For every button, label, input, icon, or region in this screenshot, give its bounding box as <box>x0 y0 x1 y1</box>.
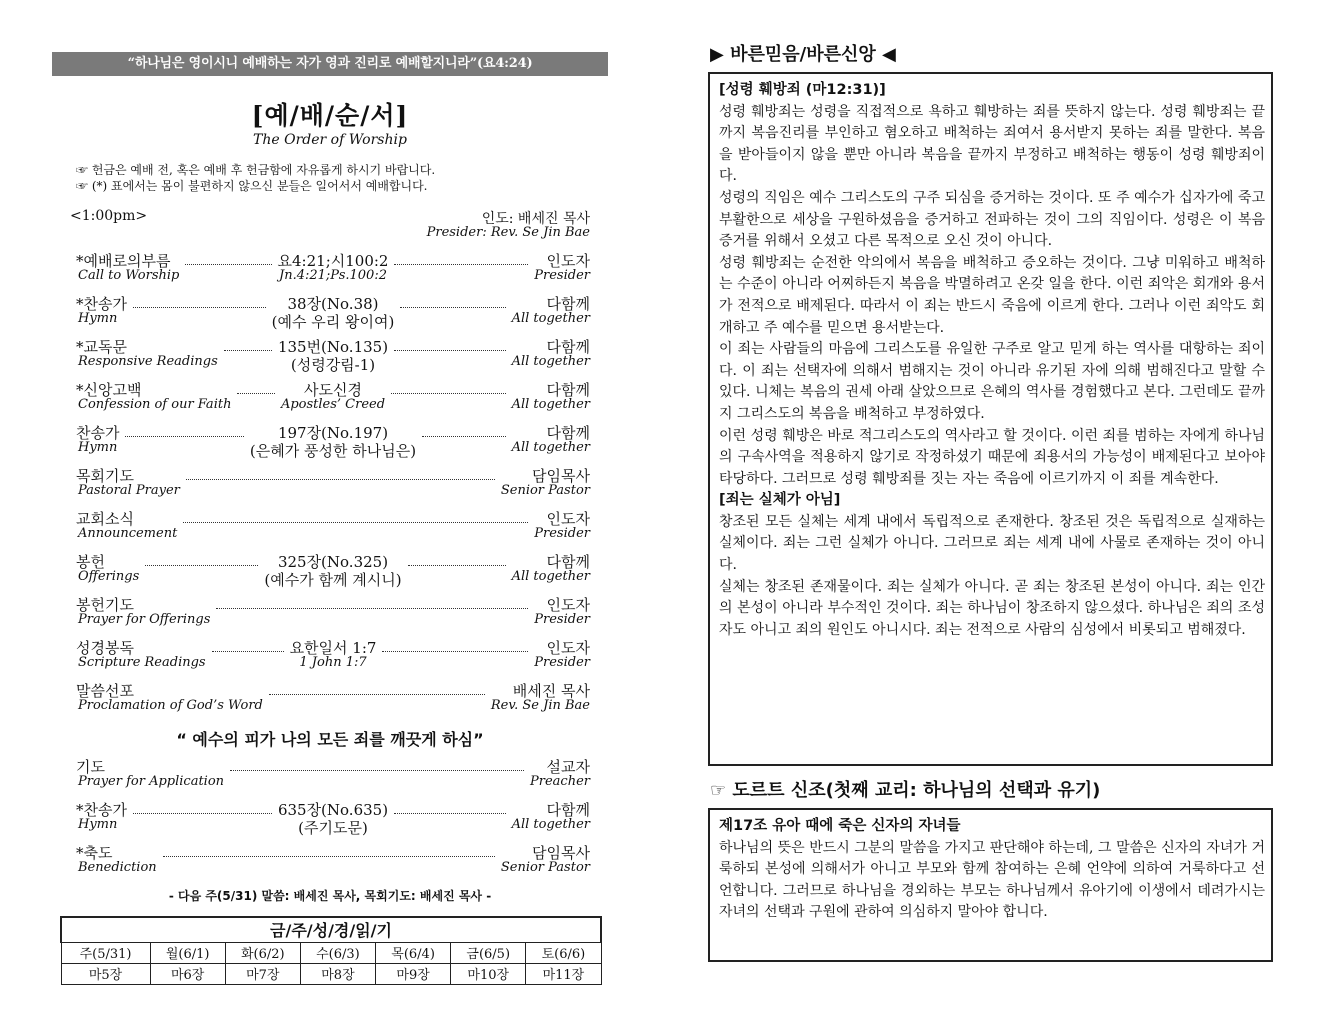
order-item-title: 찬송가 <box>76 424 120 442</box>
reading-chapter: 마7장 <box>225 963 300 984</box>
service-time: <1:00pm> <box>70 208 148 224</box>
leader-dots <box>394 264 528 265</box>
order-item-leader-en: Presider <box>534 612 590 627</box>
order-item-title-en: Pastoral Prayer <box>78 483 180 498</box>
article-paragraph: 실체는 창조된 존재물이다. 죄는 실체가 아니다. 곧 죄는 창조된 본성이 아니다. 죄는 인간의 본성이 아니라 부수적인 것이다. 죄는 하나님이 창조하지 않으셨다. 하나님은 죄의 조성자도 아니고 죄의 원인도 아니시다. 죄는 전적으로 사람의 심성에서 비롯되고 범해졌다. <box>719 578 1265 638</box>
article-paragraph: 성령의 직임은 예수 그리스도의 구주 되심을 증거하는 것이다. 또 주 예수가 십자가에 죽고 부활한으로 세상을 구원하셨음을 증거하고 전파하는 것이 그의 직임이다. 성령은 이 복음 증거를 위해서 오셨고 다른 목적으로 오신 것이 아니다. <box>719 189 1265 250</box>
leader-dots <box>212 651 284 652</box>
leader-dots <box>400 307 505 308</box>
note-offering: ☞ 헌금은 예배 전, 혹은 예배 후 헌금함에 자유롭게 하시기 바랍니다. <box>76 163 436 177</box>
reading-days-row <box>61 942 601 963</box>
order-item-title-en: Confession of our Faith <box>78 397 232 412</box>
order-item-reference-detail: (성령강림-1) <box>290 356 376 374</box>
order-item-title: *축도 <box>76 844 113 862</box>
order-item-leader-en: All together <box>511 817 590 832</box>
order-item-leader: 다함께 <box>546 381 590 399</box>
reading-day: 주(5/31) <box>61 942 150 963</box>
page-title: [예/배/순/서] <box>251 101 409 130</box>
reading-chapter: 마5장 <box>61 963 150 984</box>
order-list-after-sermon <box>76 756 590 885</box>
leader-dots <box>125 436 243 437</box>
faith-article-box <box>708 72 1273 766</box>
dort-article-box <box>708 808 1273 962</box>
leader-dots <box>145 565 258 566</box>
order-item-leader: 인도자 <box>546 596 590 614</box>
order-item-title-en: Hymn <box>78 817 118 832</box>
leader-dots <box>422 436 506 437</box>
order-item-leader: 설교자 <box>546 758 590 776</box>
next-week-notice: - 다음 주(5/31) 말씀: 배세진 목사, 목회기도: 배세진 목사 - <box>168 889 492 903</box>
reading-day: 수(6/3) <box>300 942 375 963</box>
order-item <box>76 465 590 508</box>
order-item-title-en: Prayer for Application <box>78 774 225 789</box>
order-item-reference-detail: (주기도문) <box>298 819 368 837</box>
order-item-leader-en: All together <box>511 311 590 326</box>
order-item-reference: 요한일서 1:7 <box>289 639 377 657</box>
order-item-reference: 635장(No.635) <box>277 801 389 819</box>
order-item-title: *찬송가 <box>76 801 127 819</box>
reading-day: 목(6/4) <box>376 942 451 963</box>
order-item-reference-detail: Jn.4:21;Ps.100:2 <box>279 268 387 283</box>
order-item-leader-en: Presider <box>534 655 590 670</box>
order-item <box>76 551 590 594</box>
order-item-title-en: Hymn <box>78 440 118 455</box>
order-item-title: *예배로의부름 <box>76 252 171 270</box>
leader-dots <box>133 307 266 308</box>
order-item-leader: 다함께 <box>546 801 590 819</box>
leader-dots <box>382 651 528 652</box>
order-item-leader-en: All together <box>511 354 590 369</box>
leader-dots <box>237 393 275 394</box>
order-item-title-en: Call to Worship <box>78 268 180 283</box>
order-item <box>76 594 590 637</box>
reading-table-title: 금/주/성/경/읽/기 <box>61 917 601 942</box>
order-item-title: 기도 <box>76 758 105 776</box>
article-heading-blasphemy: [성령 훼방죄 (마12:31)] <box>719 82 886 98</box>
leader-dots <box>269 694 485 695</box>
order-item-title-en: Announcement <box>78 526 178 541</box>
page-subtitle: The Order of Worship <box>253 132 407 148</box>
section-title-right-faith: ▶ 바른믿음/바른신앙 ◀ <box>710 44 896 65</box>
article-paragraph: 이 죄는 사람들의 마음에 그리스도를 유일한 구주로 알고 믿게 하는 역사를 대항하는 죄이다. 이 죄는 선택자에 의해서 범해지는 것이 아니라 유기된 자에 의해 범해진다고 말할 수 있다. 니체는 복음의 권세 아래 살았으므로 은혜의 역사를 경험했다고 본다. 그런데도 끝까지 그리스도의 복음을 배척하고 부정하였다. <box>719 341 1265 422</box>
order-item-title: *신앙고백 <box>76 381 142 399</box>
reading-day: 화(6/2) <box>225 942 300 963</box>
order-item <box>76 422 590 465</box>
order-item-reference: 135번(No.135) <box>277 338 389 356</box>
order-item-reference: 325장(No.325) <box>277 553 389 571</box>
order-item-reference-detail: (은혜가 풍성한 하나님은) <box>249 442 417 460</box>
order-item-leader-en: Senior Pastor <box>500 860 590 875</box>
order-item-leader-en: Presider <box>534 268 590 283</box>
order-item-leader: 다함께 <box>546 338 590 356</box>
leader-dots <box>163 856 495 857</box>
order-item-title: 목회기도 <box>76 467 134 485</box>
reading-chapter: 마10장 <box>451 963 526 984</box>
order-item-title: *찬송가 <box>76 295 127 313</box>
order-item <box>76 842 590 885</box>
order-item-title: 봉헌 <box>76 553 105 571</box>
order-item <box>76 799 590 842</box>
faith-articles-page <box>708 40 1273 962</box>
order-item-title-en: Hymn <box>78 311 118 326</box>
reading-chapter: 마6장 <box>150 963 225 984</box>
order-item-title-en: Benediction <box>78 860 157 875</box>
leader-dots <box>394 350 506 351</box>
reading-chapter: 마9장 <box>376 963 451 984</box>
order-item <box>76 379 590 422</box>
article-paragraph: 성령 훼방죄는 성령을 직접적으로 욕하고 훼방하는 죄를 뜻하지 않는다. 성령 훼방죄는 끝까지 복음진리를 부인하고 혐오하고 배척하는 죄여서 용서받지 못하는 죄를 말한다. 복음을 받아들이지 않을 뿐만 아니라 복음을 끝까지 부정하고 배척하는 행동이 성령 훼방죄이다. <box>719 103 1265 185</box>
article-body-article17: 하나님의 뜻은 반드시 그분의 말씀을 가지고 판단해야 하는데, 그 말씀은 신자의 자녀가 거룩하되 본성에 의해서가 아니고 부모와 함께 참여하는 은혜 언약에 의하여 거룩하다고 선언합니다. 그러므로 하나님을 경외하는 부모는 하나님께서 유아기에 이생에서 데려가시는 자녀의 선택과 구원에 관하여 의심하지 말아야 합니다. <box>719 839 1265 921</box>
leader-dots <box>216 608 528 609</box>
order-item-leader-en: Rev. Se Jin Bae <box>490 698 590 713</box>
order-item-leader-en: All together <box>511 440 590 455</box>
sermon-title: “ 예수의 피가 나의 모든 죄를 깨끗게 하심” <box>176 730 484 749</box>
leader-dots <box>408 565 506 566</box>
order-item-reference: 사도신경 <box>304 381 362 399</box>
leader-dots <box>230 770 524 771</box>
order-list <box>76 250 590 723</box>
order-item-reference-detail: Apostles’ Creed <box>280 397 386 412</box>
reading-chapter: 마11장 <box>526 963 601 984</box>
order-item-reference-detail: (예수 우리 왕이여) <box>271 313 395 331</box>
order-item-title-en: Responsive Readings <box>78 354 218 369</box>
order-item-title-en: Scripture Readings <box>78 655 206 670</box>
worship-notes <box>76 162 608 194</box>
reading-day: 토(6/6) <box>526 942 601 963</box>
order-item-leader-en: All together <box>511 397 590 412</box>
note-standing: ☞ (*) 표에서는 몸이 불편하지 않으신 분들은 일어서서 예배합니다. <box>76 179 428 193</box>
order-item <box>76 508 590 551</box>
order-item-title: 교회소식 <box>76 510 134 528</box>
order-item-leader: 담임목사 <box>532 844 590 862</box>
article-heading-sin-not-substance: [죄는 실체가 아님] <box>719 492 841 509</box>
order-item-leader: 다함께 <box>546 424 590 442</box>
order-item-reference-detail: 1 John 1:7 <box>299 655 367 670</box>
order-item-title-en: Prayer for Offerings <box>78 612 211 627</box>
order-item-title: 봉헌기도 <box>76 596 134 614</box>
section-title-dort-canons: ☞ 도르트 신조(첫째 교리: 하나님의 선택과 유기) <box>710 780 1101 801</box>
order-item-leader-en: Preacher <box>530 774 590 789</box>
order-item <box>76 293 590 336</box>
order-item-leader: 인도자 <box>546 252 590 270</box>
order-item-leader: 인도자 <box>546 639 590 657</box>
article-heading-article17: 제17조 유아 때에 죽은 신자의 자녀들 <box>719 818 961 834</box>
order-item-leader-en: Presider <box>534 526 590 541</box>
order-item-reference-detail: (예수가 함께 계시니) <box>264 571 402 589</box>
leader-dots <box>185 264 271 265</box>
order-item <box>76 336 590 379</box>
order-item-leader-en: All together <box>511 569 590 584</box>
article-body-sin-not-substance <box>719 512 1265 642</box>
order-item-title: *교독문 <box>76 338 127 356</box>
order-item-title-en: Offerings <box>78 569 140 584</box>
order-item-reference: 요4:21;시100:2 <box>277 252 389 270</box>
reading-day: 금(6/5) <box>451 942 526 963</box>
article-body-blasphemy <box>719 102 1265 491</box>
service-time-row <box>70 208 608 242</box>
leader-dots <box>224 350 272 351</box>
order-of-worship-page <box>52 52 608 985</box>
weekly-bible-reading-table <box>60 916 602 985</box>
article-paragraph: 창조된 모든 실체는 세계 내에서 독립적으로 존재한다. 창조된 것은 독립적으로 실재하는 실체이다. 죄는 그런 실체가 아니다. 그러므로 죄는 세계 내에 사물로 존재하는 것이 아니다. <box>719 513 1265 574</box>
order-item-leader-en: Senior Pastor <box>500 483 590 498</box>
order-item <box>76 680 590 723</box>
order-item-leader: 다함께 <box>546 295 590 313</box>
scripture-banner: “하나님은 영이시니 예배하는 자가 영과 진리로 예배할지니라”(요4:24) <box>52 52 608 76</box>
leader-dots <box>183 522 528 523</box>
reading-chapter: 마8장 <box>300 963 375 984</box>
leader-dots <box>186 479 495 480</box>
article-paragraph: 이런 성령 훼방은 바로 적그리스도의 역사라고 할 것이다. 이런 죄를 범하는 자에게 하나님의 구속사역을 적용하지 않기로 작정하셨기 때문에 죄용서의 가능성이 배제된다고 보아야 타당하다. 그러므로 성령 훼방죄를 짓는 자는 죽음에 이르기까지 이 죄를 계속한다. <box>719 427 1265 487</box>
reading-day: 월(6/1) <box>150 942 225 963</box>
order-item-reference: 38장(No.38) <box>287 295 379 313</box>
order-item-leader: 담임목사 <box>532 467 590 485</box>
leader-dots <box>133 813 272 814</box>
order-item-title-en: Proclamation of God’s Word <box>78 698 263 713</box>
presider-en: Presider: Rev. Se Jin Bae <box>426 225 590 240</box>
order-item <box>76 637 590 680</box>
order-item-title: 말씀선포 <box>76 682 134 700</box>
order-item <box>76 250 590 293</box>
order-item-title: 성경봉독 <box>76 639 134 657</box>
order-item-reference: 197장(No.197) <box>277 424 389 442</box>
order-item-leader: 배세진 목사 <box>512 682 590 700</box>
order-item-leader: 다함께 <box>546 553 590 571</box>
order-item <box>76 756 590 799</box>
leader-dots <box>394 813 506 814</box>
reading-chapters-row <box>61 963 601 984</box>
leader-dots <box>391 393 506 394</box>
article-paragraph: 성령 훼방죄는 순전한 악의에서 복음을 배척하고 증오하는 것이다. 그냥 미워하고 배척하는 수준이 아니라 어찌하든지 복음을 박멸하려고 온갖 일을 한다. 이런 죄악은 회개와 용서가 전적으로 배제된다. 따라서 이 죄는 반드시 죽음에 이르게 한다. 그러나 이런 죄악도 회개하고 주 예수를 믿으면 용서받는다. <box>719 254 1265 336</box>
presider-kr: 인도: 배세진 목사 <box>481 211 590 227</box>
order-item-leader: 인도자 <box>546 510 590 528</box>
